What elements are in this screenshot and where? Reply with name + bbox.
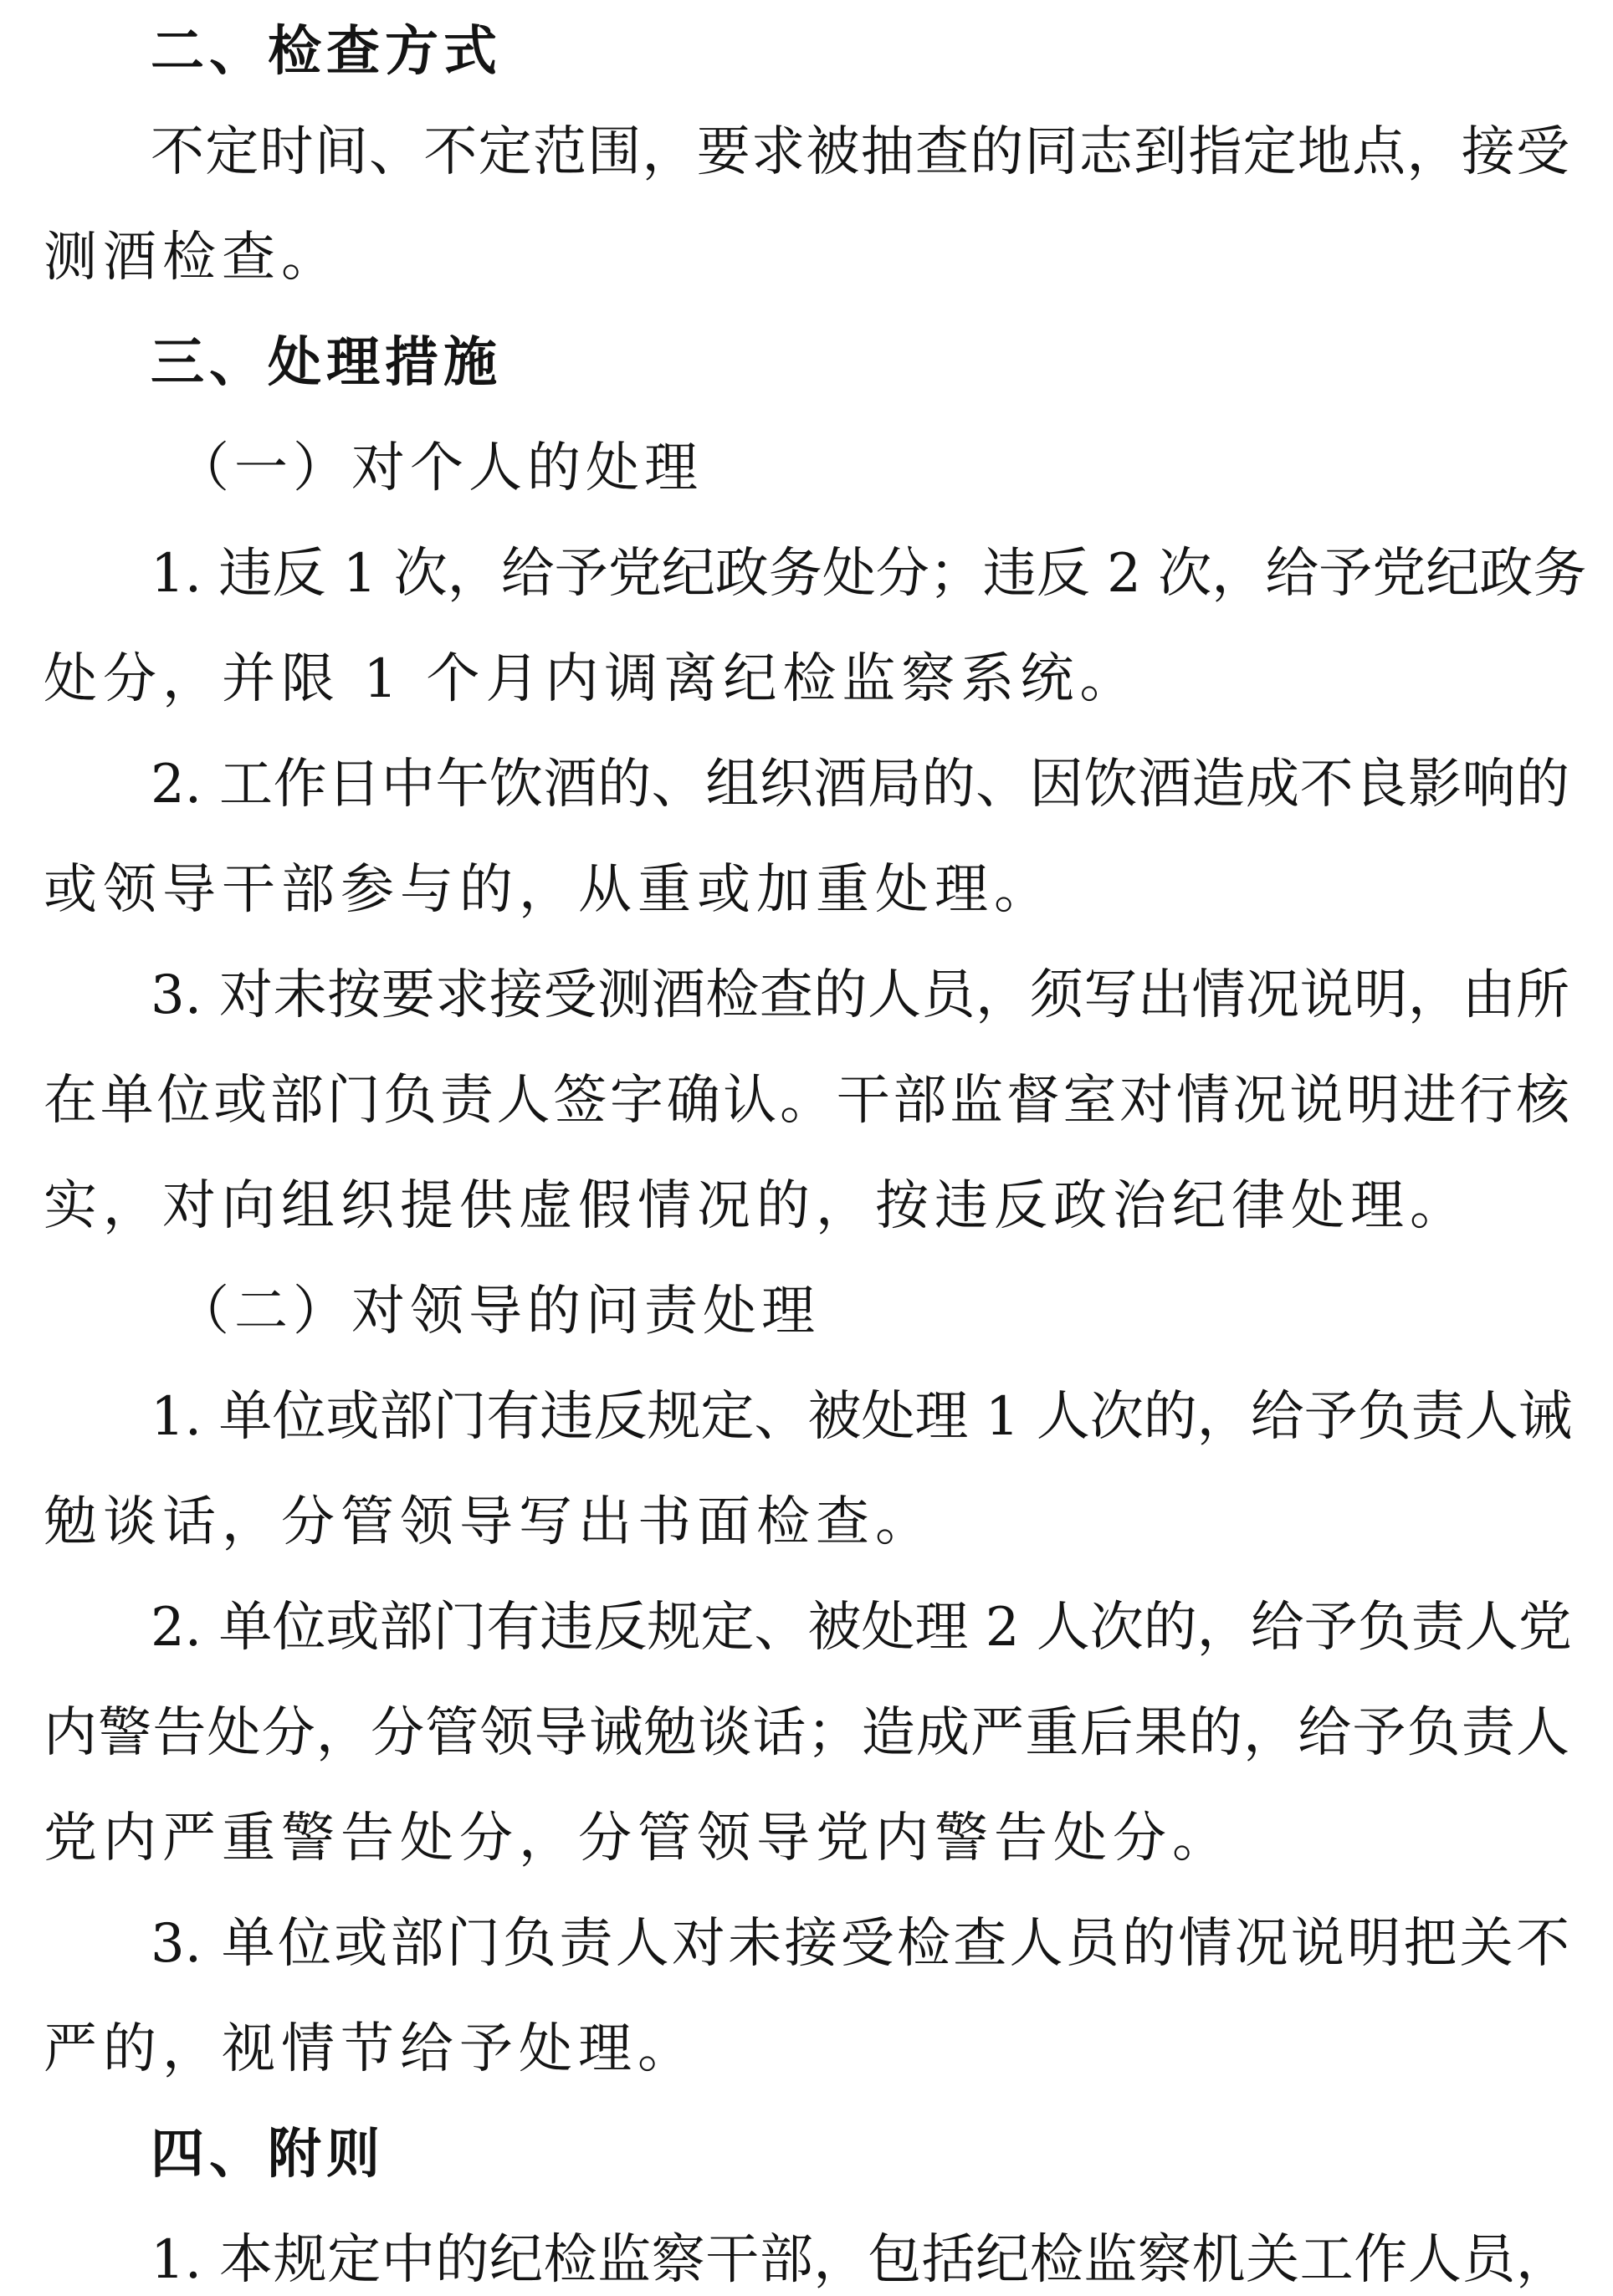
paragraph-line: 处分，并限 1 个月内调离纪检监察系统。	[44, 648, 1139, 710]
paragraph-line: 勉谈话，分管领导写出书面检查。	[44, 1491, 935, 1553]
paragraph-line: 内警告处分，分管领导诫勉谈话；造成严重后果的，给予负责人	[44, 1702, 1569, 1764]
paragraph-line: 或领导干部参与的，从重或加重处理。	[44, 859, 1053, 921]
section-heading-inspection-method: 二、检查方式	[151, 21, 502, 83]
section-heading-measures: 三、处理措施	[151, 332, 502, 394]
paragraph-line: 测酒检查。	[44, 227, 341, 289]
paragraph-line: 严的，视情节给予处理。	[44, 2018, 697, 2080]
subsection-heading-leadership: （二）对领导的问责处理	[176, 1281, 820, 1342]
paragraph-line: 党内严重警告处分，分管领导党内警告处分。	[44, 1808, 1232, 1869]
paragraph-line: 1. 违反 1 次，给予党纪政务处分；违反 2 次，给予党纪政务	[151, 543, 1587, 605]
paragraph-line: 2. 单位或部门有违反规定、被处理 2 人次的，给予负责人党	[151, 1597, 1572, 1659]
paragraph-line: 实，对向组织提供虚假情况的，按违反政治纪律处理。	[44, 1175, 1469, 1237]
paragraph-line: 3. 对未按要求接受测酒检查的人员，须写出情况说明，由所	[151, 964, 1569, 1026]
paragraph-line: 1. 单位或部门有违反规定、被处理 1 人次的，给予负责人诫	[151, 1386, 1572, 1448]
paragraph-line: 1. 本规定中的纪检监察干部，包括纪检监察机关工作人员，	[151, 2229, 1569, 2291]
section-heading-supplementary: 四、附则	[151, 2124, 385, 2186]
paragraph-line: 2. 工作日中午饮酒的、组织酒局的、因饮酒造成不良影响的	[151, 754, 1569, 816]
paragraph-line: 3. 单位或部门负责人对未接受检查人员的情况说明把关不	[151, 1913, 1569, 1975]
paragraph-line: 在单位或部门负责人签字确认。干部监督室对情况说明进行核	[44, 1070, 1569, 1132]
subsection-heading-individual: （一）对个人的处理	[176, 437, 703, 499]
paragraph-line: 不定时间、不定范围，要求被抽查的同志到指定地点，接受	[151, 121, 1569, 183]
